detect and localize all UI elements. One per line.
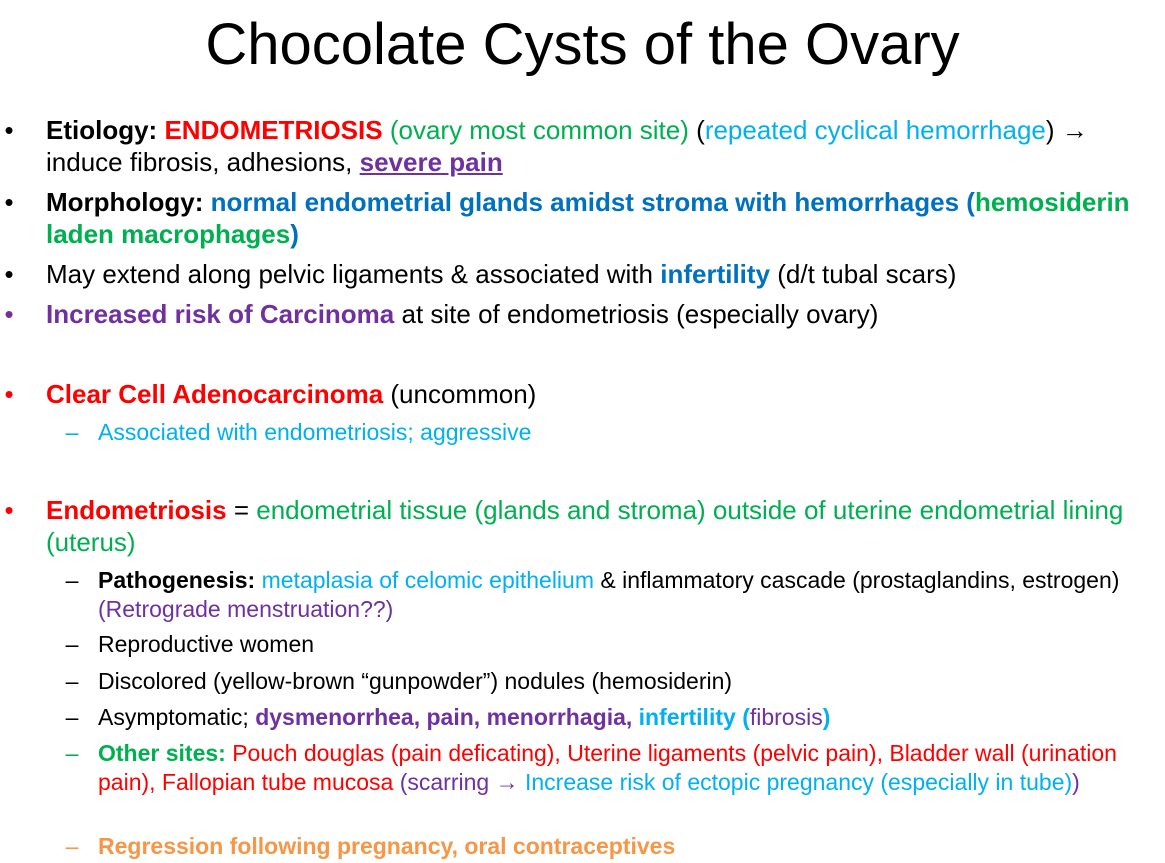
extension-infertility: infertility — [660, 259, 771, 289]
endometriosis-definition: endometrial tissue (glands and stroma) outside of uterine endometrial lining (uterus) — [46, 495, 1124, 557]
etiology-label: Etiology: — [46, 115, 158, 145]
symptoms-purple: dysmenorrhea, pain, menorrhagia, — [255, 704, 633, 730]
dash-marker: – — [65, 419, 79, 445]
carcinoma-risk-text — [46, 298, 1140, 330]
pathogenesis-retrograde: (Retrograde menstruation??) — [98, 595, 394, 622]
symptoms-text — [98, 703, 1140, 732]
endometriosis-eq: = — [233, 495, 250, 525]
other-sites-list: Pouch douglas (pain deficating), Uterine ligaments (pelvic pain), Bladder wall (urination pain), Fallopian tube mucosa — [98, 740, 1117, 795]
dash-marker: – — [65, 740, 79, 766]
symptoms-infertility: infertility — [638, 704, 736, 730]
clear-cell-key: Clear Cell Adenocarcinoma — [46, 379, 384, 409]
dash-marker: – — [65, 567, 79, 593]
other-sites-text — [98, 739, 1140, 796]
etiology-arrow-text: ) → induce fibrosis, adhesions, — [46, 115, 1088, 177]
morphology-paren-close: ) — [290, 219, 299, 249]
pathogenesis-cascade: & inflammatory cascade (prostaglandins, estrogen) — [600, 567, 1120, 593]
pathogenesis-label: Pathogenesis: — [98, 567, 256, 593]
bullet-marker: • — [4, 259, 14, 289]
etiology-paren-open: ( — [696, 115, 705, 145]
extension-suffix: (d/t tubal scars) — [777, 259, 957, 289]
morphology-label: Morphology: — [46, 187, 204, 217]
extension-body: May extend along pelvic ligaments & associated with — [46, 259, 653, 289]
symptoms-paren-close: ) — [822, 704, 831, 730]
dash-marker: – — [65, 631, 79, 657]
etiology-text — [46, 114, 1140, 178]
symptoms-fibrosis: fibrosis — [749, 704, 823, 730]
bullet-marker: • — [4, 495, 14, 525]
morphology-text — [46, 186, 1140, 250]
other-sites-label: Other sites: — [98, 740, 226, 766]
bullet-marker: • — [4, 379, 14, 409]
endometriosis-text — [46, 494, 1140, 558]
slide-title: Chocolate Cysts of the Ovary — [205, 12, 960, 77]
other-sites-close: ) — [1072, 768, 1080, 795]
etiology-pain: severe pain — [359, 147, 503, 177]
etiology-hemorrhage: repeated cyclical hemorrhage — [704, 115, 1046, 145]
other-sites-scarring: (scarring → — [399, 768, 519, 795]
bullet-marker: • — [4, 299, 14, 329]
clear-cell-text — [46, 378, 1140, 410]
clear-cell-rest: (uncommon) — [390, 379, 537, 409]
endometriosis-key: Endometriosis — [46, 495, 227, 525]
dash-marker: – — [65, 704, 79, 730]
etiology-site: (ovary most common site) — [389, 115, 689, 145]
bullet-marker: • — [4, 115, 14, 145]
other-sites-ectopic: Increase risk of ectopic pregnancy (especially in tube) — [524, 768, 1073, 795]
dash-marker: – — [65, 833, 79, 859]
dash-marker: – — [65, 668, 79, 694]
discolored-text: Discolored (yellow-brown “gunpowder”) nodules (hemosiderin) — [98, 668, 733, 694]
clear-cell-sub: Associated with endometriosis; aggressive — [98, 419, 532, 445]
morphology-macrophages: hemosiderin laden macrophages — [46, 187, 1130, 249]
pathogenesis-metaplasia: metaplasia of celomic epithelium — [261, 567, 594, 593]
regression-text: Regression following pregnancy, oral contraceptives — [98, 833, 676, 859]
morphology-paren-open: ( — [966, 187, 975, 217]
pathogenesis-text — [98, 566, 1140, 623]
symptoms-prefix: Asymptomatic; — [98, 704, 249, 730]
carcinoma-risk-rest: at site of endometriosis (especially ovary) — [401, 299, 879, 329]
carcinoma-risk-key: Increased risk of Carcinoma — [46, 299, 395, 329]
symptoms-paren-open: ( — [742, 704, 750, 730]
bullet-marker: • — [4, 187, 14, 217]
etiology-cause: ENDOMETRIOSIS — [164, 115, 383, 145]
morphology-desc: normal endometrial glands amidst stroma with hemorrhages — [210, 187, 960, 217]
reproductive-text: Reproductive women — [98, 631, 315, 657]
extension-text — [46, 258, 1140, 290]
